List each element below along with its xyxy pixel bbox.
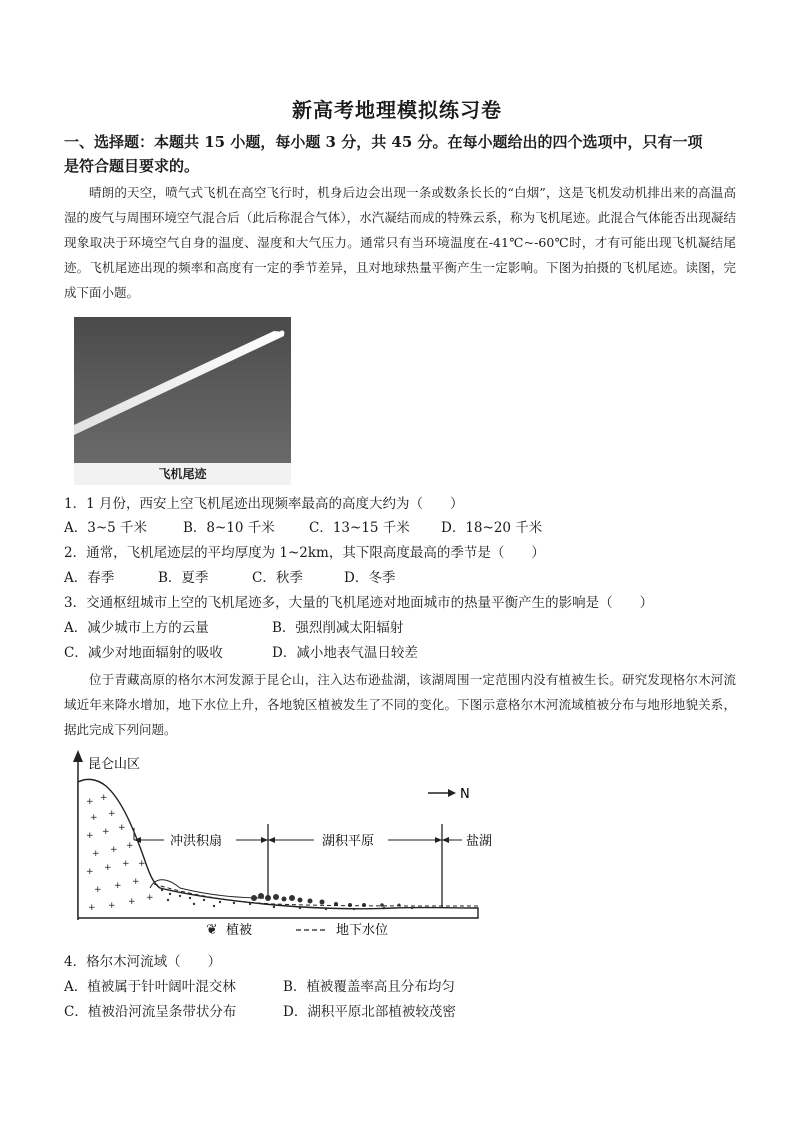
- zone-label-fan: 冲洪积扇: [170, 834, 223, 849]
- svg-text:+: +: [118, 823, 126, 833]
- contrail-photo: [74, 317, 291, 485]
- svg-text:+: +: [88, 903, 96, 913]
- svg-text:+: +: [86, 867, 94, 877]
- legend-vegetation: 植被: [226, 923, 253, 938]
- svg-text:+: +: [132, 877, 140, 887]
- question-1-stem: 1．1 月份，西安上空飞机尾迹出现频率最高的高度大约为（ ）: [64, 496, 464, 512]
- question-2-stem: 2．通常，飞机尾迹层的平均厚度为 1~2km，其下限高度最高的季节是（ ）: [64, 545, 545, 561]
- question-2-option-d[interactable]: D．冬季: [344, 570, 396, 586]
- svg-text:+: +: [122, 859, 130, 869]
- svg-text:+: +: [102, 827, 110, 837]
- svg-text:+: +: [126, 841, 134, 851]
- svg-text:+: +: [128, 897, 136, 907]
- svg-text:+: +: [114, 881, 122, 891]
- question-4-option-d[interactable]: D．湖积平原北部植被较茂密: [283, 1004, 456, 1020]
- photo-caption: 飞机尾迹: [74, 463, 291, 485]
- svg-text:+: +: [92, 849, 100, 859]
- zone-label-plain: 湖积平原: [322, 834, 375, 849]
- question-4-stem: 4．格尔木河流域（ ）: [64, 954, 222, 970]
- question-3-option-b[interactable]: B．强烈削减太阳辐射: [272, 620, 404, 636]
- question-3-stem: 3．交通枢纽城市上空的飞机尾迹多，大量的飞机尾迹对地面城市的热量平衡产生的影响是（ ）: [64, 595, 654, 611]
- question-4-option-c[interactable]: C．植被沿河流呈条带状分布: [64, 1004, 237, 1020]
- zone-label-salt-lake: 盐湖: [466, 834, 493, 849]
- section-heading-line1: 一、选择题：本题共 15 小题，每小题 3 分，共 45 分。在每小题给出的四个选项中，只有一项: [64, 133, 703, 151]
- question-1-option-c[interactable]: C．13~15 千米: [309, 520, 410, 536]
- question-2-option-c[interactable]: C．秋季: [252, 570, 303, 586]
- question-1-option-a[interactable]: A．3~5 千米: [64, 520, 148, 536]
- question-2-option-a[interactable]: A．春季: [64, 570, 115, 586]
- north-label: N: [460, 787, 470, 802]
- svg-text:+: +: [138, 859, 146, 869]
- question-4-option-b[interactable]: B．植被覆盖率高且分布均匀: [283, 979, 455, 995]
- svg-text:+: +: [110, 845, 118, 855]
- question-3-option-d[interactable]: D．减小地表气温日较差: [272, 645, 418, 661]
- svg-text:+: +: [100, 793, 108, 803]
- legend-groundwater: 地下水位: [336, 923, 389, 938]
- svg-text:+: +: [146, 893, 154, 903]
- question-3-option-c[interactable]: C．减少对地面辐射的吸收: [64, 645, 223, 661]
- golmud-vegetation-diagram: [64, 748, 493, 947]
- question-4-option-a[interactable]: A．植被属于针叶阔叶混交林: [64, 979, 236, 995]
- question-1-option-b[interactable]: B．8~10 千米: [183, 520, 275, 536]
- svg-text:+: +: [86, 797, 94, 807]
- svg-text:+: +: [104, 863, 112, 873]
- question-3-option-a[interactable]: A．减少城市上方的云量: [64, 620, 209, 636]
- vegetation-legend-icon: ❦: [206, 922, 218, 938]
- passage-golmud: 位于青藏高原的格尔木河发源于昆仑山，注入达布逊盐湖，该湖周围一定范围内没有植被生长。研究发现格尔木河流域近年来降水增加，地下水位上升，各地貌区植被发生了不同的变化。下图示意格尔木河流域植被分布与地形地貌关系，据此完成下列问题。: [64, 672, 736, 737]
- north-arrow-icon: [448, 789, 456, 797]
- page-title: 新高考地理模拟练习卷: [292, 98, 502, 122]
- question-1-option-d[interactable]: D．18~20 千米: [441, 520, 543, 536]
- question-2-option-b[interactable]: B．夏季: [158, 570, 209, 586]
- axis-label-kunlun: 昆仑山区: [88, 757, 141, 772]
- section-heading-line2: 是符合题目要求的。: [64, 157, 200, 175]
- svg-text:+: +: [108, 901, 116, 911]
- svg-text:+: +: [108, 809, 116, 819]
- passage-contrail: 晴朗的天空，喷气式飞机在高空飞行时，机身后边会出现一条或数条长长的“白烟”，这是飞机发动机排出来的高温高湿的废气与周围环境空气混合后（此后称混合气体），水汽凝结而成的特殊云系，称为飞机尾迹。此混合气体能否出现凝结现象取决于环境空气自身的温度、湿度和大气压力。通常只有当环境温度在-41℃~-60℃时，才有可能出现飞机凝结尾迹。飞机尾迹出现的频率和高度有一定的季节差异，且对地球热量平衡产生一定影响。下图为拍摄的飞机尾迹。读图，完成下面小题。: [64, 185, 736, 300]
- svg-text:+: +: [90, 813, 98, 823]
- svg-text:+: +: [94, 885, 102, 895]
- contrail-streak: [74, 317, 291, 463]
- svg-text:+: +: [86, 831, 94, 841]
